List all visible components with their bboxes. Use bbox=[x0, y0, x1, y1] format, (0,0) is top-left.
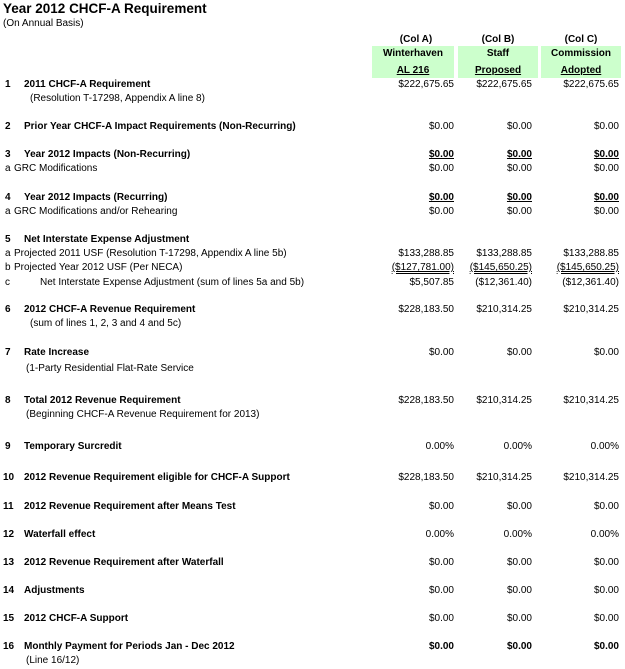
table-subrow bbox=[0, 277, 625, 291]
value-col-a: $222,675.65 bbox=[398, 79, 454, 90]
value-col-a: $228,183.50 bbox=[398, 304, 454, 315]
row-label: 2012 Revenue Requirement after Means Test bbox=[24, 501, 236, 512]
row-number: 9 bbox=[5, 441, 11, 452]
row-label: GRC Modifications and/or Rehearing bbox=[14, 206, 178, 217]
row-label: 2011 CHCF-A Requirement bbox=[24, 79, 151, 90]
row-note: (1-Party Residential Flat-Rate Service bbox=[26, 363, 194, 374]
value-col-c: ($12,361.40) bbox=[562, 277, 619, 288]
table-row-note bbox=[0, 318, 625, 332]
table-row bbox=[0, 192, 625, 206]
value-col-b: $0.00 bbox=[506, 192, 532, 203]
value-col-c: $0.00 bbox=[593, 192, 619, 203]
row-note: (Beginning CHCF-A Revenue Requirement for 2013) bbox=[26, 409, 260, 420]
value-col-b: $0.00 bbox=[506, 347, 532, 358]
table-row-note bbox=[0, 655, 625, 669]
value-col-c: ($145,650.25) bbox=[556, 262, 619, 273]
row-number: 15 bbox=[3, 613, 15, 624]
row-number: 13 bbox=[3, 557, 15, 568]
row-label: Temporary Surcredit bbox=[24, 441, 122, 452]
row-number: 12 bbox=[3, 529, 15, 540]
row-letter: b bbox=[5, 262, 11, 273]
value-col-c: $0.00 bbox=[593, 501, 619, 512]
value-col-a: 0.00% bbox=[425, 441, 454, 452]
row-label: Monthly Payment for Periods Jan - Dec 2012 bbox=[24, 641, 235, 652]
table-subrow bbox=[0, 206, 625, 220]
value-col-c: $0.00 bbox=[593, 641, 619, 652]
row-label: Net Interstate Expense Adjustment (sum of lines 5a and 5b) bbox=[40, 277, 305, 288]
row-number: 10 bbox=[3, 472, 15, 483]
row-label: Projected 2011 USF (Resolution T-17298, Appendix A line 5b) bbox=[14, 248, 287, 259]
row-number: 4 bbox=[5, 192, 11, 203]
table-row-note bbox=[0, 93, 625, 107]
page-title: Year 2012 CHCF-A Requirement bbox=[3, 1, 207, 16]
value-col-a: $0.00 bbox=[428, 121, 454, 132]
row-label: 2012 CHCF-A Support bbox=[24, 613, 129, 624]
value-col-c: 0.00% bbox=[590, 441, 619, 452]
row-number: 5 bbox=[5, 234, 11, 245]
row-label: Rate Increase bbox=[24, 347, 90, 358]
row-label: Net Interstate Expense Adjustment bbox=[24, 234, 190, 245]
value-col-a: ($127,781.00) bbox=[391, 262, 454, 273]
row-label: 2012 Revenue Requirement after Waterfall bbox=[24, 557, 224, 568]
col-b-sub: Proposed bbox=[474, 65, 522, 76]
value-col-a: $0.00 bbox=[428, 585, 454, 596]
row-number: 3 bbox=[5, 149, 11, 160]
table-row bbox=[0, 79, 625, 93]
value-col-c: $210,314.25 bbox=[563, 472, 619, 483]
row-label: Projected Year 2012 USF (Per NECA) bbox=[14, 262, 183, 273]
row-note: (Resolution T-17298, Appendix A line 8) bbox=[30, 93, 205, 104]
row-number: 11 bbox=[3, 501, 14, 512]
value-col-a: $133,288.85 bbox=[398, 248, 454, 259]
value-col-c: $0.00 bbox=[593, 585, 619, 596]
row-number: 14 bbox=[3, 585, 15, 596]
value-col-b: ($12,361.40) bbox=[475, 277, 532, 288]
row-label: Prior Year CHCF-A Impact Requirements (Non-Recurring) bbox=[24, 121, 296, 132]
value-col-b: $210,314.25 bbox=[476, 395, 532, 406]
table-row bbox=[0, 613, 625, 627]
table-row bbox=[0, 347, 625, 361]
row-number: 16 bbox=[3, 641, 15, 652]
value-col-b: $0.00 bbox=[506, 613, 532, 624]
row-number: 2 bbox=[5, 121, 11, 132]
col-c-code: (Col C) bbox=[564, 34, 598, 45]
value-col-a: $0.00 bbox=[428, 192, 454, 203]
value-col-b: $210,314.25 bbox=[476, 304, 532, 315]
value-col-c: $0.00 bbox=[593, 557, 619, 568]
value-col-b: $0.00 bbox=[506, 557, 532, 568]
value-col-b: 0.00% bbox=[503, 441, 532, 452]
row-label: Waterfall effect bbox=[24, 529, 96, 540]
row-label: Year 2012 Impacts (Non-Recurring) bbox=[24, 149, 191, 160]
col-c-sub: Adopted bbox=[560, 65, 602, 76]
value-col-c: $0.00 bbox=[593, 149, 619, 160]
value-col-a: $0.00 bbox=[428, 613, 454, 624]
value-col-c: $210,314.25 bbox=[563, 395, 619, 406]
table-row bbox=[0, 234, 625, 248]
value-col-c: $0.00 bbox=[593, 613, 619, 624]
value-col-a: $0.00 bbox=[428, 641, 454, 652]
value-col-a: $0.00 bbox=[428, 501, 454, 512]
value-col-a: $0.00 bbox=[428, 557, 454, 568]
col-c-name: Commission bbox=[550, 48, 611, 59]
value-col-a: $228,183.50 bbox=[398, 472, 454, 483]
value-col-a: $0.00 bbox=[428, 149, 454, 160]
value-col-b: $222,675.65 bbox=[476, 79, 532, 90]
value-col-c: $210,314.25 bbox=[563, 304, 619, 315]
value-col-a: $228,183.50 bbox=[398, 395, 454, 406]
value-col-a: $5,507.85 bbox=[409, 277, 454, 288]
table-row bbox=[0, 472, 625, 486]
table-row bbox=[0, 121, 625, 135]
row-label: 2012 Revenue Requirement eligible for CHCF-A Support bbox=[24, 472, 290, 483]
value-col-c: $133,288.85 bbox=[563, 248, 619, 259]
table-row bbox=[0, 395, 625, 409]
table-row-note bbox=[0, 363, 625, 377]
row-label: Total 2012 Revenue Requirement bbox=[24, 395, 181, 406]
value-col-b: $0.00 bbox=[506, 163, 532, 174]
col-a-sub: AL 216 bbox=[396, 65, 430, 76]
value-col-b: $0.00 bbox=[506, 501, 532, 512]
row-letter: a bbox=[5, 163, 11, 174]
value-col-b: $133,288.85 bbox=[476, 248, 532, 259]
value-col-b: $210,314.25 bbox=[476, 472, 532, 483]
table-row bbox=[0, 529, 625, 543]
col-a-code: (Col A) bbox=[399, 34, 433, 45]
row-label: Year 2012 Impacts (Recurring) bbox=[24, 192, 168, 203]
col-b-code: (Col B) bbox=[481, 34, 515, 45]
row-number: 6 bbox=[5, 304, 11, 315]
value-col-c: $0.00 bbox=[593, 121, 619, 132]
table-subrow bbox=[0, 163, 625, 177]
value-col-b: ($145,650.25) bbox=[469, 262, 532, 273]
table-subrow bbox=[0, 248, 625, 262]
table-row bbox=[0, 304, 625, 318]
row-label: Adjustments bbox=[24, 585, 85, 596]
value-col-b: $0.00 bbox=[506, 121, 532, 132]
value-col-c: 0.00% bbox=[590, 529, 619, 540]
value-col-b: 0.00% bbox=[503, 529, 532, 540]
value-col-c: $0.00 bbox=[593, 206, 619, 217]
row-number: 1 bbox=[5, 79, 11, 90]
value-col-a: 0.00% bbox=[425, 529, 454, 540]
table-row-note bbox=[0, 409, 625, 423]
table-row bbox=[0, 585, 625, 599]
value-col-a: $0.00 bbox=[428, 206, 454, 217]
table-row bbox=[0, 557, 625, 571]
value-col-b: $0.00 bbox=[506, 641, 532, 652]
row-number: 7 bbox=[5, 347, 11, 358]
table-subrow bbox=[0, 262, 625, 276]
table-row bbox=[0, 641, 625, 655]
row-letter: a bbox=[5, 206, 11, 217]
value-col-b: $0.00 bbox=[506, 206, 532, 217]
value-col-c: $222,675.65 bbox=[563, 79, 619, 90]
value-col-c: $0.00 bbox=[593, 347, 619, 358]
value-col-a: $0.00 bbox=[428, 163, 454, 174]
row-letter: a bbox=[5, 248, 11, 259]
page-subtitle: (On Annual Basis) bbox=[3, 18, 84, 29]
col-a-name: Winterhaven bbox=[383, 48, 443, 59]
row-label: GRC Modifications bbox=[14, 163, 98, 174]
table-row bbox=[0, 149, 625, 163]
row-label: 2012 CHCF-A Revenue Requirement bbox=[24, 304, 196, 315]
row-letter: c bbox=[5, 277, 10, 288]
row-note: (Line 16/12) bbox=[26, 655, 80, 666]
col-b-name: Staff bbox=[486, 48, 510, 59]
value-col-b: $0.00 bbox=[506, 149, 532, 160]
value-col-a: $0.00 bbox=[428, 347, 454, 358]
value-col-b: $0.00 bbox=[506, 585, 532, 596]
value-col-c: $0.00 bbox=[593, 163, 619, 174]
row-note: (sum of lines 1, 2, 3 and 4 and 5c) bbox=[30, 318, 182, 329]
table-row bbox=[0, 441, 625, 455]
row-number: 8 bbox=[5, 395, 11, 406]
table-row bbox=[0, 501, 625, 515]
